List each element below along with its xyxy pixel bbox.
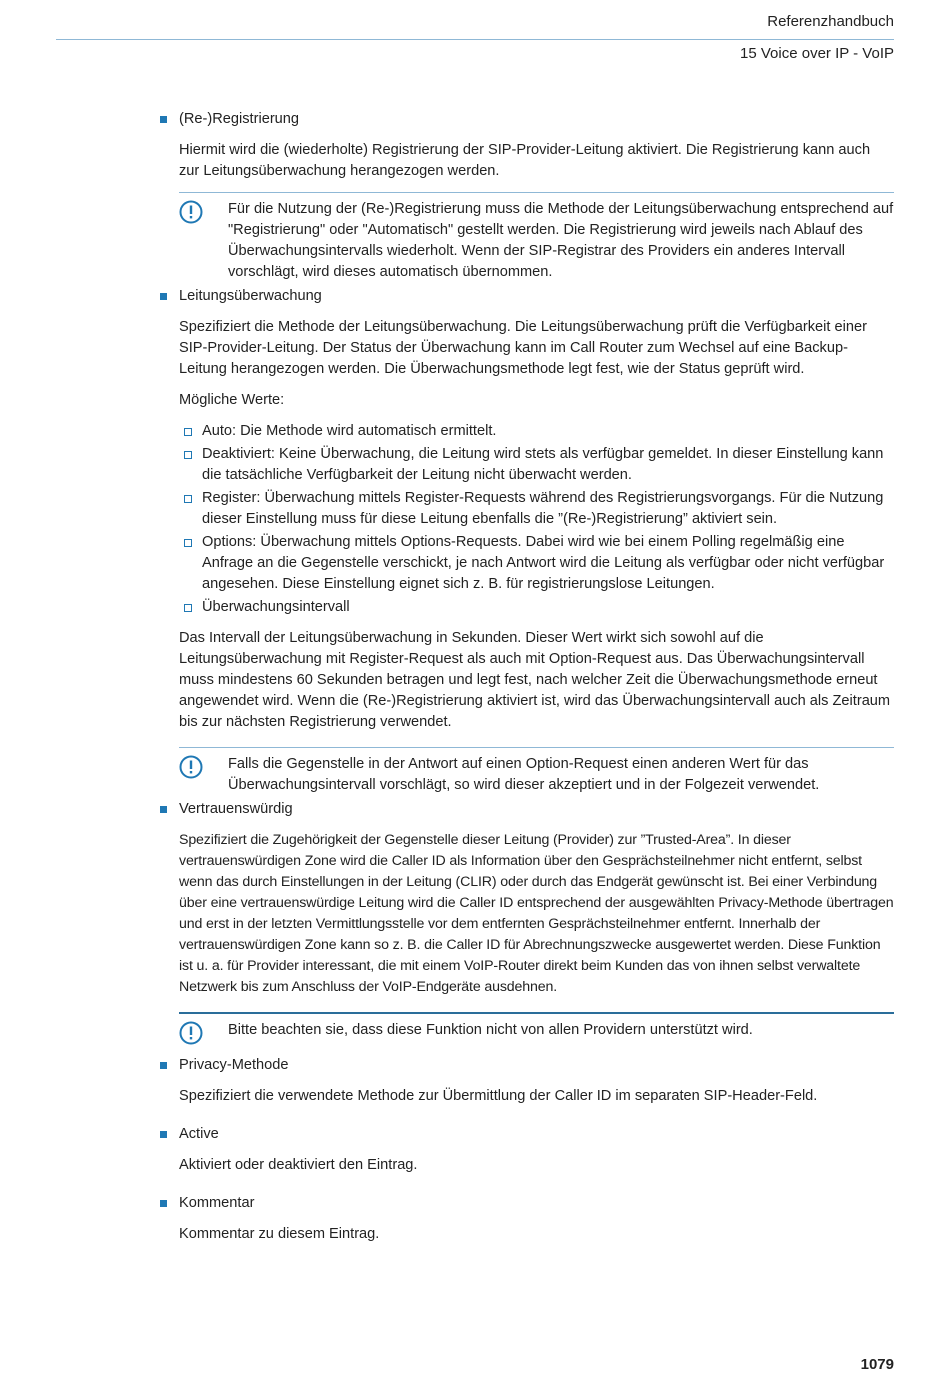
values-list [0,421,950,618]
bullet-marker [160,1131,167,1138]
list-item-text: Auto: Die Methode wird automatisch ermittelt. [202,423,497,439]
note-box [179,192,894,283]
paragraph: Spezifiziert die verwendete Methode zur Übermittlung der Caller ID im separaten SIP-Header-Feld. [179,1088,818,1104]
subbullet-marker [184,495,192,503]
list-item-text: Überwachungsintervall [202,599,350,615]
bullet-marker [160,1062,167,1069]
bullet-marker [160,116,167,123]
values-label: Mögliche Werte: [179,392,285,408]
list-item-text: Register: Überwachung mittels Register-Requests während des Registrierungsvorgangs. Für die Nutzung dieser Einstellung muss für diese Leitung ebenfalls die ”(Re-)Registrierung” aktiviert sein. [202,490,884,527]
note-text: Für die Nutzung der (Re-)Registrierung muss die Methode der Leitungsüberwachung entsprechend auf "Registrierung" oder "Automatisch" gestellt werden. Die Registrierung wird jeweils nach Ablauf des Überwachungsintervalls wiederholt. Wenn der SIP-Registrar des Providers ein anderes Intervall vorschlägt, wird dieses automatisch übernommen. [228,201,894,280]
header-title: Referenzhandbuch [767,13,894,30]
bullet-title: (Re-)Registrierung [179,111,300,127]
list-item [202,488,894,530]
paragraph: Kommentar zu diesem Eintrag. [179,1226,380,1242]
note-text: Bitte beachten sie, dass diese Funktion nicht von allen Providern unterstützt wird. [228,1022,753,1038]
exclamation-circle-icon [179,200,203,224]
bullet-title: Kommentar [179,1195,255,1211]
bullet-privacy-methode [179,1055,894,1076]
page-number: 1079 [860,1356,894,1373]
header-divider [56,39,894,40]
exclamation-circle-icon [179,755,203,779]
bullet-kommentar [179,1193,894,1214]
list-item [202,444,894,486]
bullet-leitungsueberwachung [179,286,894,307]
bullet-marker [160,1200,167,1207]
bullet-title: Privacy-Methode [179,1057,289,1073]
bullet-title: Vertrauenswürdig [179,801,293,817]
bullet-title: Leitungsüberwachung [179,288,322,304]
paragraph: Spezifiziert die Methode der Leitungsüberwachung. Die Leitungsüberwachung prüft die Verfügbarkeit einer SIP-Provider-Leitung. Der Status der Überwachung kann im Call Router zum Wechsel auf eine Backup-Leitung herangezogen werden. Die Überwachungsmethode legt fest, wie der Status geprüft wird. [179,319,867,377]
bullet-reregistrierung [179,109,894,130]
paragraph: Spezifiziert die Zugehörigkeit der Gegenstelle dieser Leitung (Provider) zur ”Trusted-Area”. In dieser vertrauenswürdigen Zone wird die Caller ID als Information über den Gesprächsteilnehmer nicht entfernt, selbst wenn das durch Einstellungen in der Leitung (CLIR) oder durch das Endgerät gewünscht ist. Bei einer Verbindung über eine vertrauenswürdige Leitung wird die Caller ID entsprechend der ausgewählten Privacy-Methode übertragen und erst in der letzten Vermittlungsstelle vor dem entfernten Gesprächsteilnehmer entfernt. Innerhalb der vertrauenswürdigen Zone kann so z. B. die Caller ID für Abrechnungszwecke ausgewertet werden. Diese Funktion ist u. a. für Provider interessant, die mit einem VoIP-Router direkt beim Kunden das von ihnen selbst verwaltete Netzwerk bis zum Anschluss der VoIP-Endgeräte ausdehnen. [179,832,894,995]
list-item [202,597,894,618]
list-item [202,421,894,442]
header-chapter: 15 Voice over IP - VoIP [740,45,894,62]
subbullet-marker [184,604,192,612]
bullet-title: Active [179,1126,219,1142]
list-item [202,532,894,595]
exclamation-circle-icon [179,1021,203,1045]
bullet-marker [160,806,167,813]
subbullet-marker [184,539,192,547]
subbullet-marker [184,451,192,459]
list-item-text: Deaktiviert: Keine Überwachung, die Leitung wird stets als verfügbar gemeldet. In dieser Einstellung kann die tatsächliche Verfügbarkeit der Leitung nicht überwacht werden. [202,446,884,483]
bullet-active [179,1124,894,1145]
note-text: Falls die Gegenstelle in der Antwort auf einen Option-Request einen anderen Wert für das Überwachungsintervall vorschlägt, so wird dieser akzeptiert und in der Folgezeit verwendet. [228,756,820,793]
paragraph: Das Intervall der Leitungsüberwachung in Sekunden. Dieser Wert wirkt sich sowohl auf die Leitungsüberwachung mit Register-Request als auch mit Option-Request aus. Das Überwachungsintervall muss mindestens 60 Sekunden betragen und legt fest, nach welcher Zeit die Überwachungsmethode erneut angewendet wird. Wenn die (Re-)Registrierung aktiviert ist, wird das Überwachungsintervall auch als Zeitraum bis zur nächsten Registrierung verwendet. [179,630,891,730]
subbullet-marker [184,428,192,436]
paragraph: Aktiviert oder deaktiviert den Eintrag. [179,1157,418,1173]
page-content [0,109,950,1255]
bullet-marker [160,293,167,300]
bullet-vertrauenswuerdig [179,799,894,820]
note-box [179,747,894,796]
list-item-text: Options: Überwachung mittels Options-Requests. Dabei wird wie bei einem Polling regelmäßig eine Anfrage an die Gegenstelle verschickt, je nach Antwort wird die Leitung als verfügbar oder nicht verfügbar angesehen. Diese Einstellung eignet sich z. B. für registrierungslose Leitungen. [202,534,885,592]
note-box [179,1012,894,1041]
paragraph: Hiermit wird die (wiederholte) Registrierung der SIP-Provider-Leitung aktiviert. Die Registrierung kann auch zur Leitungsüberwachung herangezogen werden. [179,142,871,179]
